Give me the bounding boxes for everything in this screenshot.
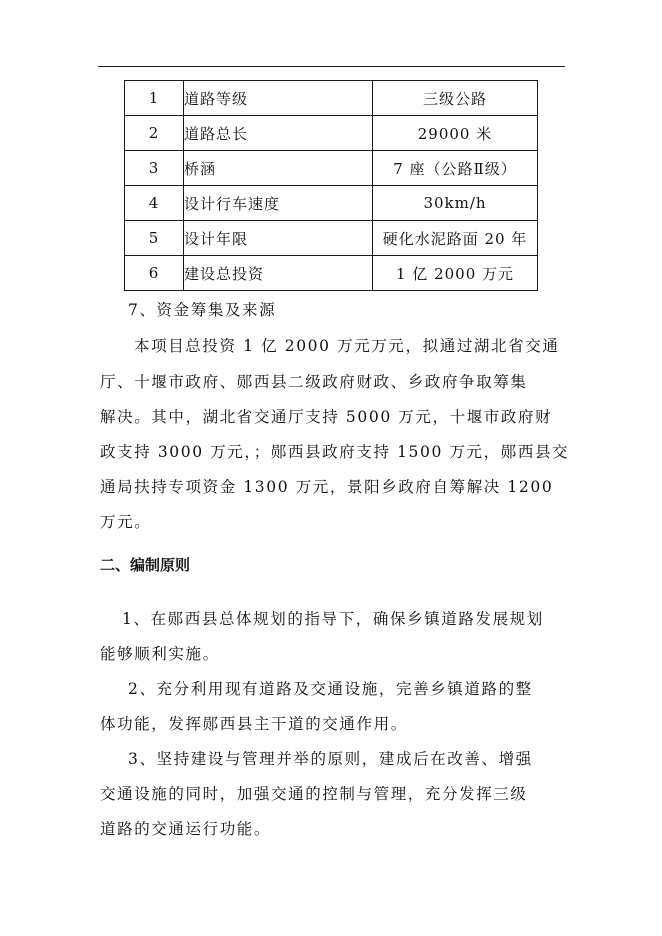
- row-value: 三级公路: [373, 81, 538, 116]
- row-value: 1 亿 2000 万元: [373, 256, 538, 291]
- principle-line: 交通设施的同时，加强交通的控制与管理，充分发挥三级: [100, 785, 528, 803]
- row-item: 道路等级: [184, 81, 373, 116]
- row-value: 29000 米: [373, 116, 538, 151]
- project-spec-table: [124, 80, 538, 291]
- row-value: 30km/h: [373, 186, 538, 221]
- row-value: 7 座（公路Ⅱ级）: [373, 151, 538, 186]
- funding-line: 政支持 3000 万元，；郧西县政府支持 1500 万元，郧西县交: [100, 443, 570, 461]
- principle-line: 1、在郧西县总体规划的指导下，确保乡镇道路发展规划: [122, 610, 544, 628]
- table-row: [125, 81, 538, 116]
- principle-line: 3、坚持建设与管理并举的原则，建成后在改善、增强: [128, 750, 533, 768]
- table-row: [125, 116, 538, 151]
- principle-line: 体功能，发挥郧西县主干道的交通作用。: [100, 715, 408, 733]
- table-row: [125, 186, 538, 221]
- table-row: [125, 221, 538, 256]
- header-rule: [98, 66, 565, 67]
- funding-line: 解决。其中，湖北省交通厅支持 5000 万元，十堰市政府财: [100, 408, 553, 426]
- principle-line: 2、充分利用现有道路及交通设施，完善乡镇道路的整: [128, 680, 533, 698]
- row-number: 4: [125, 186, 184, 221]
- row-item: 设计年限: [184, 221, 373, 256]
- row-number: 3: [125, 151, 184, 186]
- funding-line: 万元。: [100, 513, 152, 531]
- row-number: 2: [125, 116, 184, 151]
- funding-line: 通局扶持专项资金 1300 万元，景阳乡政府自筹解决 1200: [100, 478, 554, 496]
- row-number: 6: [125, 256, 184, 291]
- row-item: 建设总投资: [184, 256, 373, 291]
- principle-line: 道路的交通运行功能。: [100, 820, 272, 838]
- table-row: [125, 256, 538, 291]
- section-title: 二、编制原则: [100, 556, 191, 574]
- row-value: 硬化水泥路面 20 年: [373, 221, 538, 256]
- row-item: 设计行车速度: [184, 186, 373, 221]
- principle-line: 能够顺利实施。: [100, 645, 220, 663]
- table-row: [125, 151, 538, 186]
- funding-line: 厅、十堰市政府、郧西县二级政府财政、乡政府争取筹集: [100, 373, 528, 391]
- row-number: 1: [125, 81, 184, 116]
- funding-line: 本项目总投资 1 亿 2000 万元万元，拟通过湖北省交通: [134, 337, 560, 355]
- funding-heading: 7、资金筹集及来源: [128, 301, 277, 319]
- row-item: 桥涵: [184, 151, 373, 186]
- row-number: 5: [125, 221, 184, 256]
- row-item: 道路总长: [184, 116, 373, 151]
